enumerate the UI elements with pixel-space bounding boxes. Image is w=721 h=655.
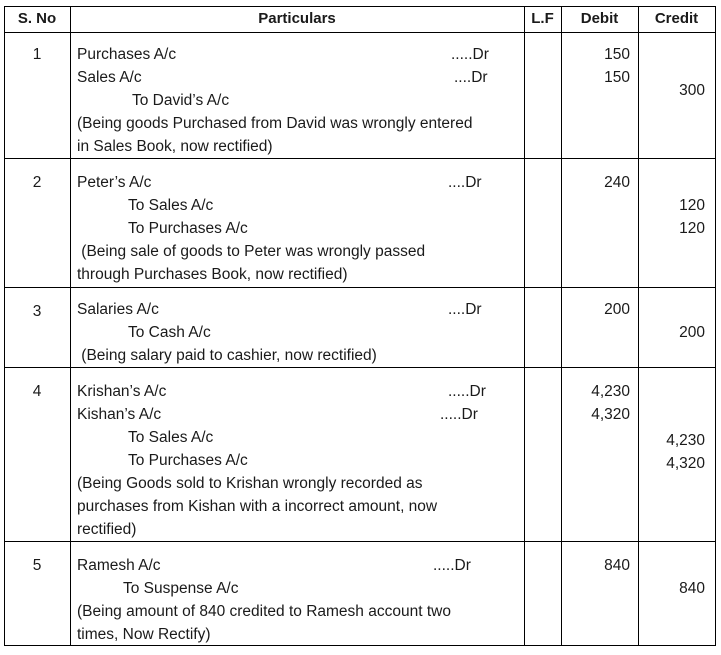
entry-2-line-5: through Purchases Book, now rectified): [77, 266, 348, 283]
entry-4-debit-1: 4,230: [591, 383, 630, 400]
entry-3-line-2: To Cash A/c: [128, 324, 211, 341]
entry-1-sno: 1: [32, 46, 42, 63]
entry-4-dr-2: .....Dr: [440, 406, 478, 423]
entry-2-sno: 2: [32, 174, 42, 191]
header-credit: Credit: [654, 10, 699, 27]
entry-4-line-6: purchases from Kishan with a incorrect amount, now: [77, 498, 438, 515]
entry-1-line-5: in Sales Book, now rectified): [77, 138, 273, 155]
entry-2-line-2: To Sales A/c: [128, 197, 214, 214]
entry-3-debit-1: 200: [604, 301, 630, 318]
entry-4-debit-2: 4,320: [591, 406, 630, 423]
entry-4-line-4: To Purchases A/c: [128, 452, 248, 469]
header-sno: S. No: [17, 10, 57, 27]
entry-5-line-4: times, Now Rectify): [77, 626, 211, 643]
entry-4-line-2: Kishan’s A/c: [77, 406, 162, 423]
entry-3-dr-1: ....Dr: [448, 301, 482, 318]
row-divider-2: [4, 287, 716, 288]
header-divider: [4, 32, 716, 33]
header-debit: Debit: [580, 10, 619, 27]
entry-5-dr-1: .....Dr: [433, 557, 471, 574]
entry-4-dr-1: .....Dr: [448, 383, 486, 400]
col-divider-sno: [70, 6, 71, 646]
entry-1-debit-1: 150: [604, 46, 630, 63]
entry-5-debit-1: 840: [604, 557, 630, 574]
col-border-right: [715, 6, 716, 646]
entry-2-dr-1: ....Dr: [448, 174, 482, 191]
row-divider-4: [4, 541, 716, 542]
entry-3-credit-1: 200: [679, 324, 705, 341]
col-border-left: [4, 6, 5, 646]
header-lf: L.F: [531, 10, 554, 27]
row-divider-3: [4, 367, 716, 368]
journal-table: [4, 6, 716, 646]
entry-5-credit-1: 840: [679, 580, 705, 597]
entry-1-line-2: Sales A/c: [77, 69, 142, 86]
entry-1-dr-1: .....Dr: [451, 46, 489, 63]
header-particulars: Particulars: [258, 10, 336, 27]
entry-1-dr-2: ....Dr: [454, 69, 488, 86]
entry-2-debit-1: 240: [604, 174, 630, 191]
entry-1-credit-1: 300: [679, 82, 705, 99]
entry-1-line-3: To David’s A/c: [132, 92, 230, 109]
entry-3-line-3: (Being salary paid to cashier, now rectified): [77, 347, 377, 364]
entry-5-sno: 5: [32, 557, 42, 574]
entry-3-line-1: Salaries A/c: [77, 301, 159, 318]
entry-4-credit-1: 4,230: [666, 432, 705, 449]
entry-4-line-1: Krishan’s A/c: [77, 383, 167, 400]
entry-4-line-3: To Sales A/c: [128, 429, 214, 446]
entry-2-credit-2: 120: [679, 220, 705, 237]
col-divider-lf: [561, 6, 562, 646]
entry-2-line-3: To Purchases A/c: [128, 220, 248, 237]
entry-5-line-3: (Being amount of 840 credited to Ramesh account two: [77, 603, 451, 620]
entry-1-line-1: Purchases A/c: [77, 46, 177, 63]
entry-4-line-7: rectified): [77, 521, 137, 538]
entry-2-line-4: (Being sale of goods to Peter was wrongly passed: [77, 243, 426, 260]
entry-4-line-5: (Being Goods sold to Krishan wrongly recorded as: [77, 475, 423, 492]
entry-4-sno: 4: [32, 383, 42, 400]
row-divider-1: [4, 158, 716, 159]
entry-5-line-1: Ramesh A/c: [77, 557, 161, 574]
entry-1-debit-2: 150: [604, 69, 630, 86]
entry-1-line-4: (Being goods Purchased from David was wrongly entered: [77, 115, 473, 132]
entry-2-credit-1: 120: [679, 197, 705, 214]
entry-4-credit-2: 4,320: [666, 455, 705, 472]
entry-3-sno: 3: [32, 303, 42, 320]
entry-5-line-2: To Suspense A/c: [123, 580, 239, 597]
col-divider-particulars: [524, 6, 525, 646]
entry-2-line-1: Peter’s A/c: [77, 174, 152, 191]
